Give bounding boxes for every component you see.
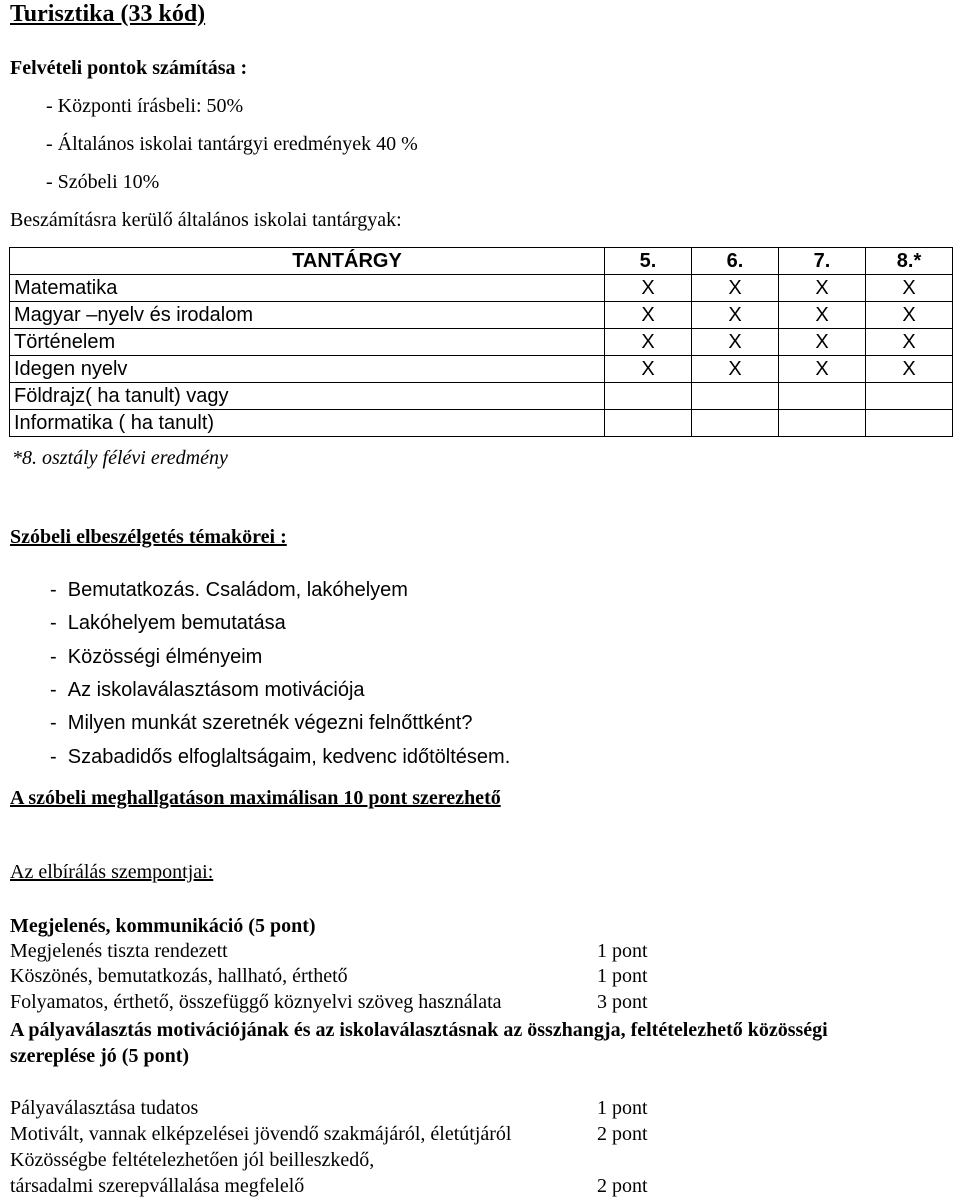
oral-topics-heading: Szóbeli elbeszélgetés témakörei : [10, 526, 287, 548]
table-cell: Földrajz( ha tanult) vagy [10, 383, 605, 410]
table-header-row [10, 248, 953, 275]
admission-points-heading: Felvételi pontok számítása : [10, 57, 248, 79]
list-item: - Szóbeli 10% [46, 171, 160, 193]
table-cell: X [605, 302, 692, 329]
criteria-item-label: Folyamatos, érthető, összefüggő köznyelvi szöveg használata [10, 991, 502, 1013]
criteria-item-label: Köszönés, bemutatkozás, hallható, érthető [10, 965, 348, 987]
criteria-item-label: társadalmi szerepvállalása megfelelő [10, 1175, 305, 1197]
table-cell [866, 383, 953, 410]
table-cell [692, 383, 779, 410]
criteria-item-label: Megjelenés tiszta rendezett [10, 940, 228, 962]
list-item: - Lakóhelyem bemutatása [50, 612, 286, 634]
table-cell: X [692, 302, 779, 329]
table-cell: Történelem [10, 329, 605, 356]
list-item: - Az iskolaválasztásom motivációja [50, 679, 365, 701]
table-cell: X [605, 329, 692, 356]
criteria-item-points: 1 pont [597, 1097, 648, 1119]
table-cell: X [866, 356, 953, 383]
table-cell: X [779, 275, 866, 302]
criteria-heading: Az elbírálás szempontjai: [10, 861, 214, 883]
table-cell: X [692, 275, 779, 302]
criteria-item-points: 2 pont [597, 1123, 648, 1145]
criteria-item-label: Motivált, vannak elképzelései jövendő szakmájáról, életútjáról [10, 1123, 512, 1145]
table-cell [779, 410, 866, 437]
table-cell: X [605, 275, 692, 302]
table-cell: X [779, 302, 866, 329]
list-item: - Szabadidős elfoglaltságaim, kedvenc időtöltésem. [50, 746, 511, 768]
header-cell: 5. [605, 248, 692, 275]
header-cell: 8.* [866, 248, 953, 275]
table-row [10, 383, 953, 410]
list-item: - Közösségi élményeim [50, 646, 263, 668]
table-cell: X [866, 329, 953, 356]
list-item: - Bemutatkozás. Családom, lakóhelyem [50, 579, 408, 601]
table-row [10, 302, 953, 329]
table-row [10, 356, 953, 383]
table-cell: X [605, 356, 692, 383]
criteria-group-title: A pályaválasztás motivációjának és az iskolaválasztásnak az összhangja, feltételezhető közösségi [10, 1019, 828, 1041]
table-cell: Idegen nyelv [10, 356, 605, 383]
list-item: - Általános iskolai tantárgyi eredmények 40 % [46, 133, 418, 155]
table-cell [605, 383, 692, 410]
table-cell: X [779, 356, 866, 383]
subjects-table [9, 247, 953, 437]
criteria-item-points: 1 pont [597, 965, 648, 987]
table-cell: Magyar –nyelv és irodalom [10, 302, 605, 329]
table-cell: X [866, 275, 953, 302]
table-cell: X [779, 329, 866, 356]
table-cell: Matematika [10, 275, 605, 302]
table-footnote: *8. osztály félévi eredmény [12, 447, 228, 469]
criteria-item-label: Közösségbe feltételezhetően jól beilleszkedő, [10, 1149, 375, 1171]
criteria-item-label: Pályaválasztása tudatos [10, 1097, 199, 1119]
criteria-item-points: 1 pont [597, 940, 648, 962]
header-cell: 6. [692, 248, 779, 275]
table-cell: X [866, 302, 953, 329]
table-cell [866, 410, 953, 437]
table-row [10, 275, 953, 302]
max-points-note: A szóbeli meghallgatáson maximálisan 10 pont szerezhető [10, 787, 501, 809]
table-cell [692, 410, 779, 437]
criteria-item-points: 3 pont [597, 991, 648, 1013]
subjects-subheading: Beszámításra kerülő általános iskolai tantárgyak: [10, 209, 402, 231]
list-item: - Milyen munkát szeretnék végezni felnőttként? [50, 712, 473, 734]
page-title: Turisztika (33 kód) [10, 1, 206, 27]
header-cell: 7. [779, 248, 866, 275]
table-row [10, 329, 953, 356]
table-cell [605, 410, 692, 437]
criteria-group-title: Megjelenés, kommunikáció (5 pont) [10, 915, 316, 937]
header-cell: TANTÁRGY [10, 248, 605, 275]
table-cell: X [692, 356, 779, 383]
criteria-group-title: szereplése jó (5 pont) [10, 1045, 190, 1067]
table-cell: Informatika ( ha tanult) [10, 410, 605, 437]
list-item: - Központi írásbeli: 50% [46, 95, 244, 117]
table-cell: X [692, 329, 779, 356]
table-cell [779, 383, 866, 410]
criteria-item-points: 2 pont [597, 1175, 648, 1197]
table-row [10, 410, 953, 437]
